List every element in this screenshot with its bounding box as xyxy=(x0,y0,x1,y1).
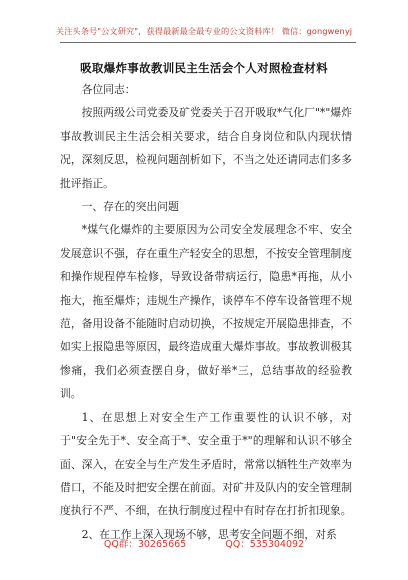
footer-contacts xyxy=(0,536,408,550)
paragraph: 按照两级公司党委及矿党委关于召开吸取*气化厂"*"爆炸事故教训民主生活会相关要求，结合自身岗位和队内现状情况，深刻反思，检视问题剖析如下，不当之处还请同志们多多批评指正。 xyxy=(60,106,352,190)
qq-contact-text: QQ：535304092 xyxy=(225,539,305,550)
salutation: 各位同志： xyxy=(81,83,136,96)
qq-group-text: QQ群：30265665 xyxy=(103,539,187,550)
document-body xyxy=(60,78,352,546)
header-divider xyxy=(60,42,356,43)
document-title: 吸取爆炸事故教训民主生活会个人对照检查材料 xyxy=(80,61,328,75)
section-heading: 一、存在的突出问题 xyxy=(81,200,179,214)
paragraph: 1、在思想上对安全生产工作重要性的认识不够，对于"安全先于*、安全高于*、安全重于*"的理解和认识不够全面、深入，在安全与生产发生矛盾时，常常以牺牲生产效率为借口，不能及时把安全摆在前面。对矿井及队内的安全管理制度执行不严、不细，在执行制度过程中有时存在打折扣现象。 xyxy=(60,410,352,518)
paragraph: 2、在工作上深入现场不够，思考安全问题不细，对系 xyxy=(81,527,337,541)
header-note: 关注头条号"公文研究"，获得最新最全最专业的公文资料库！ 微信：gongwenyj xyxy=(55,26,353,36)
paragraph: *煤气化爆炸的主要原因为公司安全发展理念不牢、安全发展意识不强，存在重生产轻安全的思想，不按安全管理制度和操作规程停车检修，导致设备带病运行，隐患*再拖，从小拖大，拖至爆炸；违规生产操作，谈停车不停车设备管理不规范，备用设备不能随时启动切换，不按规定开展隐患排查，不如实上报隐患等原因，最终造成重大爆炸事故。事故教训极其惨痛，我们必须查摆自身，做好举*三，总结事故的经验教训。 xyxy=(60,223,352,401)
